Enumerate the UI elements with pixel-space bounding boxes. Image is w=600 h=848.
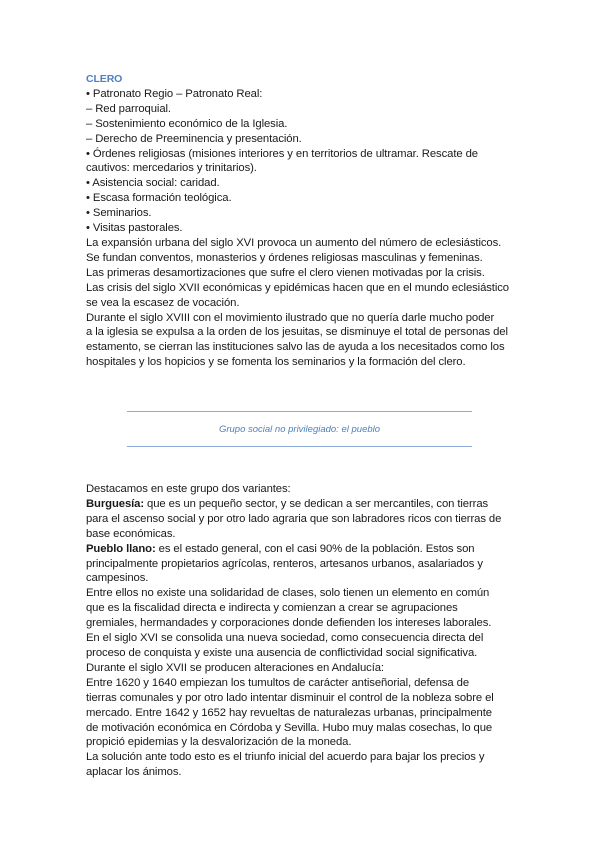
clero-text-line: • Asistencia social: caridad. <box>86 177 220 190</box>
pueblo-text-line: tierras comunales y por otro lado intentar disminuir el control de la nobleza sobre el <box>86 691 494 704</box>
pueblo-text-line: de motivación económica en Córdoba y Sevilla. Hubo muy malas cosechas, lo que <box>86 721 493 734</box>
clero-text-line: • Visitas pastorales. <box>86 222 183 235</box>
pueblo-text-line: gremiales, hermandades y corporaciones donde defienden los intereses laborales. <box>86 617 492 630</box>
clero-text-line: La expansión urbana del siglo XVI provoca un aumento del número de eclesiásticos. <box>86 236 502 249</box>
burguesia-line-3: base económicas. <box>86 527 176 540</box>
pueblo-text-line: aplacar los ánimos. <box>86 766 182 779</box>
burguesia-label: Burguesía: <box>86 497 145 510</box>
llano-line-2: principalmente propietarios agrícolas, renteros, artesanos urbanos, asalariados y <box>86 557 483 570</box>
clero-text-line: • Seminarios. <box>86 207 152 220</box>
clero-text-line: • Patronato Regio – Patronato Real: <box>86 87 263 100</box>
section-heading-clero: CLERO <box>86 73 123 85</box>
pueblo-text-line: propició epidemias y la desvalorización de la moneda. <box>86 736 352 749</box>
clero-text-line: – Red parroquial. <box>86 102 171 115</box>
pueblo-text-line: mercado. Entre 1642 y 1652 hay revueltas de naturalezas urbanas, principalmente <box>86 706 492 719</box>
llano-text-1: es el estado general, con el casi 90% de la población. Estos son <box>155 542 475 555</box>
clero-text-line: Las primeras desamortizaciones que sufre el clero vienen motivadas por la crisis. <box>86 266 485 279</box>
clero-text-line: Durante el siglo XVIII con el movimiento ilustrado que no quería darle mucho poder <box>86 311 495 324</box>
clero-text-line: hospitales y los hopicios y se fomenta los seminarios y la formación del clero. <box>86 356 466 369</box>
pueblo-text-line: En el siglo XVI se consolida una nueva sociedad, como consecuencia directa del <box>86 632 484 645</box>
clero-body <box>86 87 526 370</box>
divider-top-rule <box>127 411 472 412</box>
section-clero <box>86 72 526 370</box>
clero-text-line: • Escasa formación teológica. <box>86 192 232 205</box>
clero-text-line: • Órdenes religiosas (misiones interiores y en territorios de ultramar. Rescate de <box>86 147 478 160</box>
clero-text-line: – Sostenimiento económico de la Iglesia. <box>86 117 288 130</box>
divider-caption: Grupo social no privilegiado: el pueblo <box>218 424 381 435</box>
pueblo-intro: Destacamos en este grupo dos variantes: <box>86 483 291 495</box>
clero-text-line: cautivos: mercedarios y trinitarios). <box>86 162 257 175</box>
burguesia-line-2: para el ascenso social y por otro lado agraria que son labradores ricos con tierras de <box>86 512 502 525</box>
clero-text-line: Las crisis del siglo XVII económicas y epidémicas hacen que en el mundo eclesiástico <box>86 281 509 294</box>
clero-text-line: estamento, se cierran las instituciones salvo las de ayuda a los necesitados como los <box>86 341 505 354</box>
pueblo-text-line: que es la fiscalidad directa e indirecta y comienzan a crear se agrupaciones <box>86 602 458 615</box>
llano-label: Pueblo llano: <box>86 542 156 555</box>
clero-text-line: – Derecho de Preeminencia y presentación. <box>86 132 302 145</box>
clero-text-line: Se fundan conventos, monasterios y órdenes religiosas masculinas y femeninas. <box>86 251 483 264</box>
pueblo-text-line: Durante el siglo XVII se producen alteraciones en Andalucía: <box>86 661 384 674</box>
pueblo-text-line: La solución ante todo esto es el triunfo inicial del acuerdo para bajar los precios y <box>86 751 485 764</box>
llano-line-1 <box>86 542 526 557</box>
burguesia-line-1 <box>86 497 526 512</box>
pueblo-text-line: Entre ellos no existe una solidaridad de clases, solo tienen un elemento en común <box>86 587 490 600</box>
section-pueblo <box>86 482 526 780</box>
clero-text-line: a la iglesia se expulsa a la orden de los jesuitas, se disminuye el total de personas del <box>86 326 508 339</box>
pueblo-text-line: proceso de conquista y existe una ausencia de conflictividad social significativa. <box>86 646 478 659</box>
llano-line-3: campesinos. <box>86 572 149 585</box>
clero-text-line: se vea la escasez de vocación. <box>86 296 240 309</box>
pueblo-text-line: Entre 1620 y 1640 empiezan los tumultos de carácter antiseñorial, defensa de <box>86 676 470 689</box>
divider-bottom-rule <box>127 446 472 447</box>
burguesia-text-1: que es un pequeño sector, y se dedican a ser mercantiles, con tierras <box>144 497 489 510</box>
pueblo-body <box>86 586 526 780</box>
